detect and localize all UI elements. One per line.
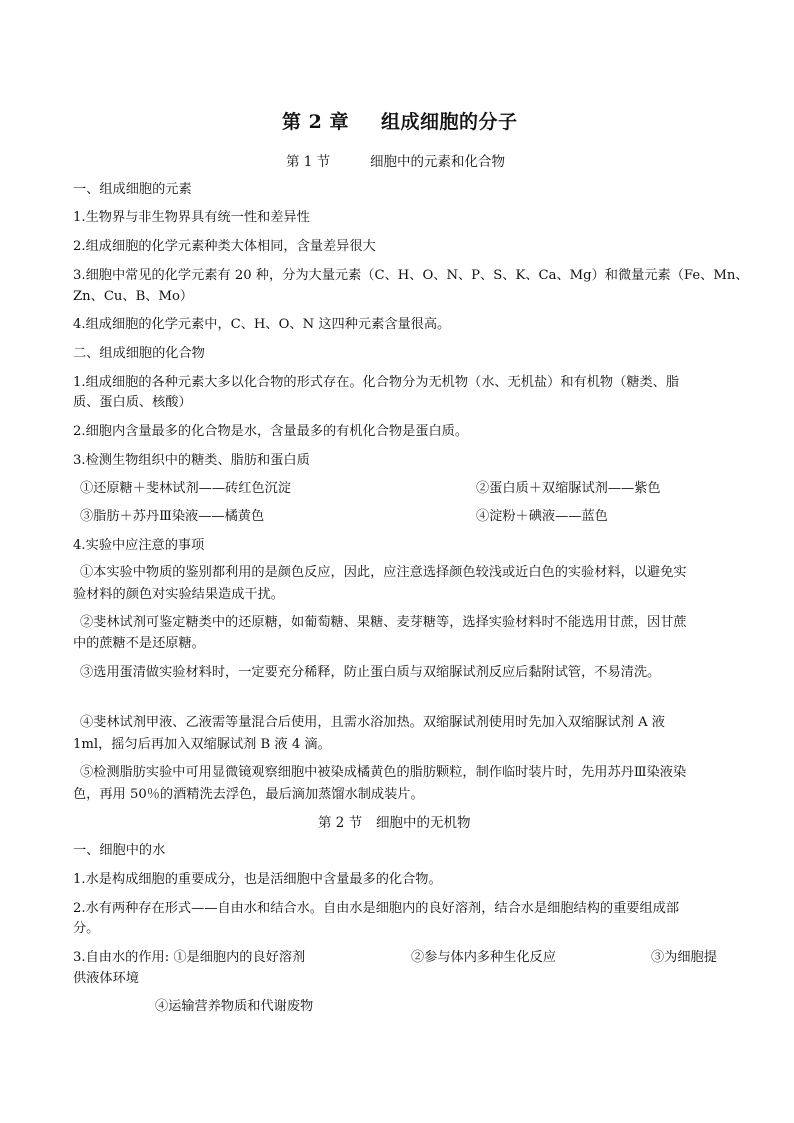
section-2-number: 第 2 节 — [318, 815, 363, 831]
list-item: 供液体环境 — [73, 971, 139, 986]
paragraph: Zn、Cu、B、Mo） — [73, 289, 194, 304]
paragraph: 分。 — [73, 921, 100, 936]
section-1-title: 细胞中的元素和化合物 — [370, 154, 505, 170]
list-item: ④运输营养物质和代谢废物 — [155, 999, 314, 1014]
list-item: ③为细胞提 — [651, 950, 717, 965]
list-item: ④淀粉＋碘液——蓝色 — [476, 509, 608, 524]
chapter-number: 第 2 章 — [282, 111, 349, 133]
paragraph: 2.组成细胞的化学元素种类大体相同，含量差异很大 — [73, 239, 376, 254]
note-item: ③选用蛋清做实验材料时，一定要充分稀释，防止蛋白质与双缩脲试剂反应后黏附试管，不易清洗。 — [80, 665, 661, 680]
note-item: 1ml，摇匀后再加入双缩脲试剂 B 液 4 滴。 — [73, 737, 331, 752]
note-item: ④斐林试剂甲液、乙液需等量混合后使用，且需水浴加热。双缩脲试剂使用时先加入双缩脲试剂 A 液 — [80, 715, 665, 730]
heading-compounds: 二、组成细胞的化合物 — [73, 346, 205, 361]
note-item: ②斐林试剂可鉴定糖类中的还原糖，如葡萄糖、果糖、麦芽糖等，选择实验材料时不能选用甘蔗，因甘蔗 — [80, 615, 687, 630]
note-item: 验材料的颜色对实验结果造成干扰。 — [73, 587, 284, 602]
section-1-number: 第 1 节 — [286, 154, 331, 170]
heading-elements: 一、组成细胞的元素 — [73, 182, 192, 197]
note-item: 中的蔗糖不是还原糖。 — [73, 636, 205, 651]
heading-water: 一、细胞中的水 — [73, 843, 166, 858]
paragraph: 4.组成细胞的化学元素中，C、H、O、N 这四种元素含量很高。 — [73, 317, 451, 332]
paragraph: 1.水是构成细胞的重要成分，也是活细胞中含量最多的化合物。 — [73, 872, 442, 887]
paragraph: 3.检测生物组织中的糖类、脂肪和蛋白质 — [73, 453, 310, 468]
paragraph: 3.细胞中常见的化学元素有 20 种，分为大量元素（C、H、O、N、P、S、K、Ca、Mg）和微量元素（Fe、Mn、 — [73, 268, 749, 283]
chapter-title: 组成细胞的分子 — [381, 111, 518, 133]
paragraph: 2.细胞内含量最多的化合物是水，含量最多的有机化合物是蛋白质。 — [73, 424, 469, 439]
paragraph: 质、蛋白质、核酸） — [73, 395, 192, 410]
paragraph: 1.组成细胞的各种元素大多以化合物的形式存在。化合物分为无机物（水、无机盐）和有机物（糖类、脂 — [73, 375, 680, 390]
section-2-title: 细胞中的无机物 — [376, 815, 471, 831]
paragraph: 2.水有两种存在形式——自由水和结合水。自由水是细胞内的良好溶剂，结合水是细胞结构的重要组成部 — [73, 901, 680, 916]
note-item: ⑤检测脂肪实验中可用显微镜观察细胞中被染成橘黄色的脂肪颗粒，制作临时装片时，先用苏丹Ⅲ染液染 — [80, 765, 687, 780]
list-item: ③脂肪＋苏丹Ⅲ染液——橘黄色 — [80, 509, 265, 524]
paragraph: 3.自由水的作用: ①是细胞内的良好溶剂 — [73, 950, 306, 965]
note-item: ①本实验中物质的鉴别都利用的是颜色反应，因此，应注意选择颜色较浅或近白色的实验材料，以避免实 — [80, 565, 687, 580]
paragraph: 1.生物界与非生物界具有统一性和差异性 — [73, 210, 310, 225]
list-item: ②参与体内多种生化反应 — [411, 950, 557, 965]
paragraph: 4.实验中应注意的事项 — [73, 538, 205, 553]
list-item: ①还原糖＋斐林试剂——砖红色沉淀 — [80, 481, 291, 496]
list-item: ②蛋白质＋双缩脲试剂——紫色 — [476, 481, 661, 496]
note-item: 色，再用 50％的酒精洗去浮色，最后滴加蒸馏水制成装片。 — [73, 787, 424, 802]
